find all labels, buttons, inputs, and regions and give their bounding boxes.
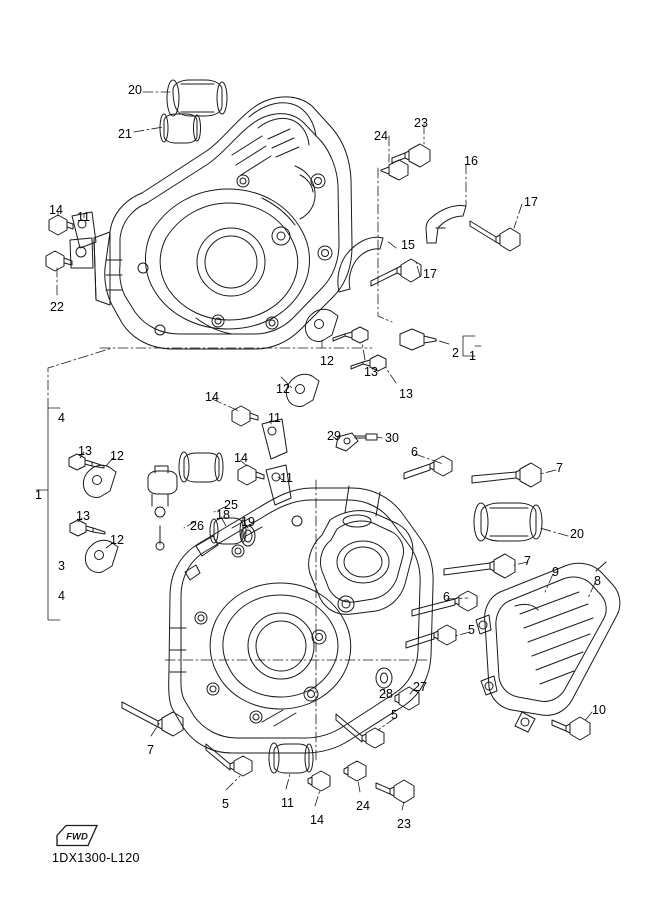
callout-number: 14 bbox=[234, 451, 248, 465]
bolt-5-c bbox=[336, 714, 384, 748]
callout-number: 22 bbox=[50, 300, 64, 314]
callout-number: 1 bbox=[469, 349, 476, 363]
callout-number: 29 bbox=[327, 429, 341, 443]
callout-number: 11 bbox=[281, 796, 294, 810]
callout-number: 16 bbox=[464, 154, 478, 168]
callout-number: 6 bbox=[411, 445, 418, 459]
bolt-7-a bbox=[472, 463, 541, 487]
callout-number: 1 bbox=[35, 488, 42, 502]
pipe-21 bbox=[160, 114, 201, 143]
dowel-bracket-11-a bbox=[262, 419, 287, 459]
fwd-badge bbox=[55, 824, 99, 847]
sensor-25 bbox=[148, 466, 177, 517]
callout-number: 10 bbox=[592, 703, 606, 717]
callout-number: 14 bbox=[49, 203, 63, 217]
leader-lines bbox=[57, 92, 595, 810]
callout-number: 12 bbox=[320, 354, 334, 368]
plug-2 bbox=[400, 329, 436, 350]
callout-number: 2 bbox=[452, 346, 459, 360]
bolt-14-a bbox=[49, 215, 73, 235]
callout-number: 26 bbox=[190, 519, 204, 533]
callout-number: 24 bbox=[356, 799, 370, 813]
callout-number: 6 bbox=[443, 590, 450, 604]
callout-number: 14 bbox=[310, 813, 324, 827]
callout-number: 5 bbox=[468, 623, 475, 637]
callout-number: 4 bbox=[58, 589, 65, 603]
guide-plate-16 bbox=[426, 206, 466, 243]
callout-number: 11 bbox=[280, 471, 293, 485]
bolt-23-top bbox=[392, 144, 430, 167]
callout-number: 5 bbox=[222, 797, 229, 811]
callout-number: 25 bbox=[224, 498, 238, 512]
callout-number: 7 bbox=[556, 461, 563, 475]
sleeve-11-mid bbox=[179, 452, 223, 482]
callout-number: 5 bbox=[391, 708, 398, 722]
callout-number: 17 bbox=[524, 195, 538, 209]
callout-number: 28 bbox=[379, 687, 393, 701]
callout-number: 14 bbox=[205, 390, 219, 404]
bolt-23-bottom bbox=[376, 780, 414, 803]
callout-number: 13 bbox=[364, 365, 378, 379]
callout-number: 20 bbox=[570, 527, 584, 541]
callout-number: 13 bbox=[78, 444, 92, 458]
callout-number: 23 bbox=[414, 116, 428, 130]
callout-number: 7 bbox=[147, 743, 154, 757]
callout-number: 11 bbox=[77, 210, 90, 224]
callout-number: 9 bbox=[552, 565, 559, 579]
pipe-20-top bbox=[167, 80, 227, 116]
callout-number: 24 bbox=[374, 129, 388, 143]
bolt-7-b bbox=[444, 554, 515, 578]
bolt-17-right bbox=[470, 221, 520, 251]
bolt-5-b bbox=[206, 744, 252, 776]
callout-number: 12 bbox=[110, 533, 124, 547]
callout-number: 23 bbox=[397, 817, 411, 831]
callout-number: 8 bbox=[594, 574, 601, 588]
bolt-14-d bbox=[238, 465, 264, 485]
sleeve-11-bottom bbox=[269, 743, 313, 773]
callout-number: 21 bbox=[118, 127, 132, 141]
callout-number: 13 bbox=[76, 509, 90, 523]
bolt-14-bottom bbox=[308, 771, 330, 791]
bracket-12-b bbox=[286, 374, 319, 406]
bolt-14-c bbox=[232, 406, 258, 426]
callout-number: 11 bbox=[268, 411, 281, 425]
bolt-7-c bbox=[122, 702, 183, 736]
bolt-26 bbox=[156, 526, 164, 550]
bolt-24-bottom bbox=[344, 761, 366, 781]
bracket-12-c bbox=[83, 465, 116, 497]
callout-number: 27 bbox=[413, 680, 427, 694]
callout-number: 30 bbox=[385, 431, 399, 445]
pipe-20-right bbox=[474, 503, 542, 541]
screw-30 bbox=[355, 434, 377, 440]
bolt-6-a bbox=[404, 456, 452, 479]
upper-crankcase-body bbox=[70, 97, 352, 349]
fwd-badge-text: FWD bbox=[66, 831, 88, 843]
bolt-24-top bbox=[381, 160, 408, 180]
callout-number: 20 bbox=[128, 83, 142, 97]
bolt-10 bbox=[552, 717, 590, 740]
bracket-12-a bbox=[305, 309, 338, 341]
bolt-17-mid bbox=[371, 259, 421, 286]
callout-number: 18 bbox=[216, 508, 230, 522]
callout-number: 13 bbox=[399, 387, 413, 401]
callout-number: 3 bbox=[58, 559, 65, 573]
callout-number: 12 bbox=[110, 449, 124, 463]
callout-number: 15 bbox=[401, 238, 415, 252]
bolt-14-b bbox=[46, 251, 72, 271]
callout-number: 12 bbox=[276, 382, 290, 396]
callout-number: 19 bbox=[241, 515, 255, 529]
callout-number: 4 bbox=[58, 411, 65, 425]
callout-number: 7 bbox=[524, 554, 531, 568]
washer-28 bbox=[376, 668, 392, 688]
part-code-label: 1DX1300-L120 bbox=[52, 851, 140, 865]
callout-number: 17 bbox=[423, 267, 437, 281]
bolt-13-a bbox=[333, 327, 368, 343]
